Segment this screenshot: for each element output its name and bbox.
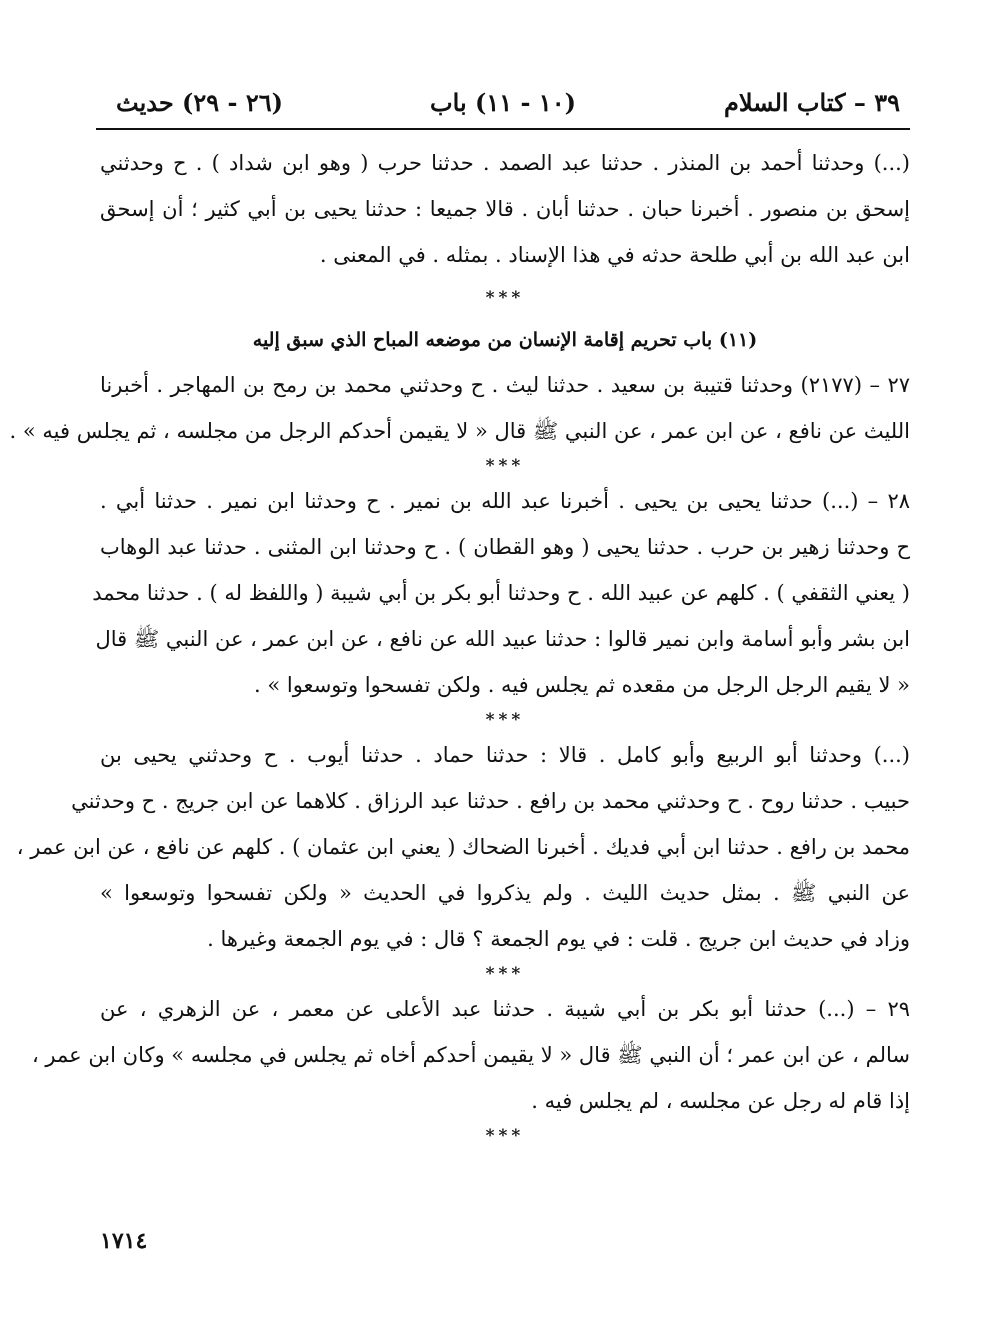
section-separator: *** — [485, 964, 525, 984]
text-line: الليث عن نافع ، عن ابن عمر ، عن النبي ﷺ قال « لا يقيمن أحدكم الرجل من مجلسه ، ثم يجلس فيه » . — [9, 419, 910, 443]
section-separator: *** — [485, 710, 525, 730]
paragraph-28-variant — [16, 732, 910, 962]
page-header — [96, 88, 910, 130]
section-separator: *** — [485, 1126, 525, 1146]
hadith-range: (٢٦ - ٢٩) حديث — [116, 88, 283, 117]
section-separator: *** — [485, 288, 525, 308]
book-title: ٣٩ – كتاب السلام — [724, 88, 900, 117]
text-line: ( يعني الثقفي ) . كلهم عن عبيد الله . ح وحدثنا أبو بكر بن أبي شيبة ( واللفظ له ) . حدثنا محمد — [92, 581, 910, 605]
text-line: ٢٧ – (٢١٧٧) وحدثنا قتيبة بن سعيد . حدثنا ليث . ح وحدثني محمد بن رمح بن المهاجر . أخبرنا — [100, 373, 910, 397]
text-line: إسحق بن منصور . أخبرنا حبان . حدثنا أبان . قالا جميعا : حدثنا يحيى بن أبي كثير ؛ أن إسحق — [100, 197, 910, 221]
chapter-heading: (١١) باب تحريم إقامة الإنسان من موضعه المباح الذي سبق إليه — [252, 329, 758, 351]
text-body — [9, 140, 910, 1148]
text-line: سالم ، عن ابن عمر ؛ أن النبي ﷺ قال « لا يقيمن أحدكم أخاه ثم يجلس في مجلسه » وكان ابن عمر ، — [31, 1043, 910, 1067]
section-separator: *** — [485, 456, 525, 476]
paragraph-1 — [100, 140, 910, 278]
text-line: حبيب . حدثنا روح . ح وحدثني محمد بن رافع . حدثنا عبد الرزاق . كلاهما عن ابن جريج . ح وحدثني — [71, 789, 910, 813]
paragraph-29 — [31, 986, 910, 1124]
text-line: إذا قام له رجل عن مجلسه ، لم يجلس فيه . — [531, 1089, 910, 1113]
text-line: وزاد في حديث ابن جريج . قلت : في يوم الجمعة ؟ قال : في يوم الجمعة وغيرها . — [207, 927, 910, 951]
text-line: ح وحدثنا زهير بن حرب . حدثنا يحيى ( وهو القطان ) . ح وحدثنا ابن المثنى . حدثنا عبد الوهاب — [100, 535, 910, 559]
paragraph-27 — [9, 362, 910, 454]
text-line: عن النبي ﷺ . بمثل حديث الليث . ولم يذكروا في الحديث « ولكن تفسحوا وتوسعوا » — [100, 881, 910, 905]
page-number: ١٧١٤ — [100, 1228, 148, 1254]
text-line: (...) وحدثنا أحمد بن المنذر . حدثنا عبد الصمد . حدثنا حرب ( وهو ابن شداد ) . ح وحدثني — [100, 151, 910, 175]
chapter-range: (١٠ - ١١) باب — [430, 88, 576, 117]
text-line: ٢٩ – (...) حدثنا أبو بكر بن أبي شيبة . حدثنا عبد الأعلى عن معمر ، عن الزهري ، عن — [100, 997, 910, 1021]
text-line: « لا يقيم الرجل الرجل من مقعده ثم يجلس فيه . ولكن تفسحوا وتوسعوا » . — [254, 673, 910, 697]
paragraph-28 — [92, 478, 910, 708]
text-line: (...) وحدثنا أبو الربيع وأبو كامل . قالا : حدثنا حماد . حدثنا أيوب . ح وحدثني يحيى بن — [100, 743, 910, 767]
text-line: ابن عبد الله بن أبي طلحة حدثه في هذا الإسناد . بمثله . في المعنى . — [319, 243, 910, 267]
text-line: ابن بشر وأبو أسامة وابن نمير قالوا : حدثنا عبيد الله عن نافع ، عن ابن عمر ، عن النبي ﷺ قال — [95, 627, 910, 651]
text-line: محمد بن رافع . حدثنا ابن أبي فديك . أخبرنا الضحاك ( يعني ابن عثمان ) . كلهم عن نافع ، عن ابن عمر ، — [16, 835, 910, 859]
text-line: ٢٨ – (...) حدثنا يحيى بن يحيى . أخبرنا عبد الله بن نمير . ح وحدثنا ابن نمير . حدثنا أبي . — [100, 489, 910, 513]
